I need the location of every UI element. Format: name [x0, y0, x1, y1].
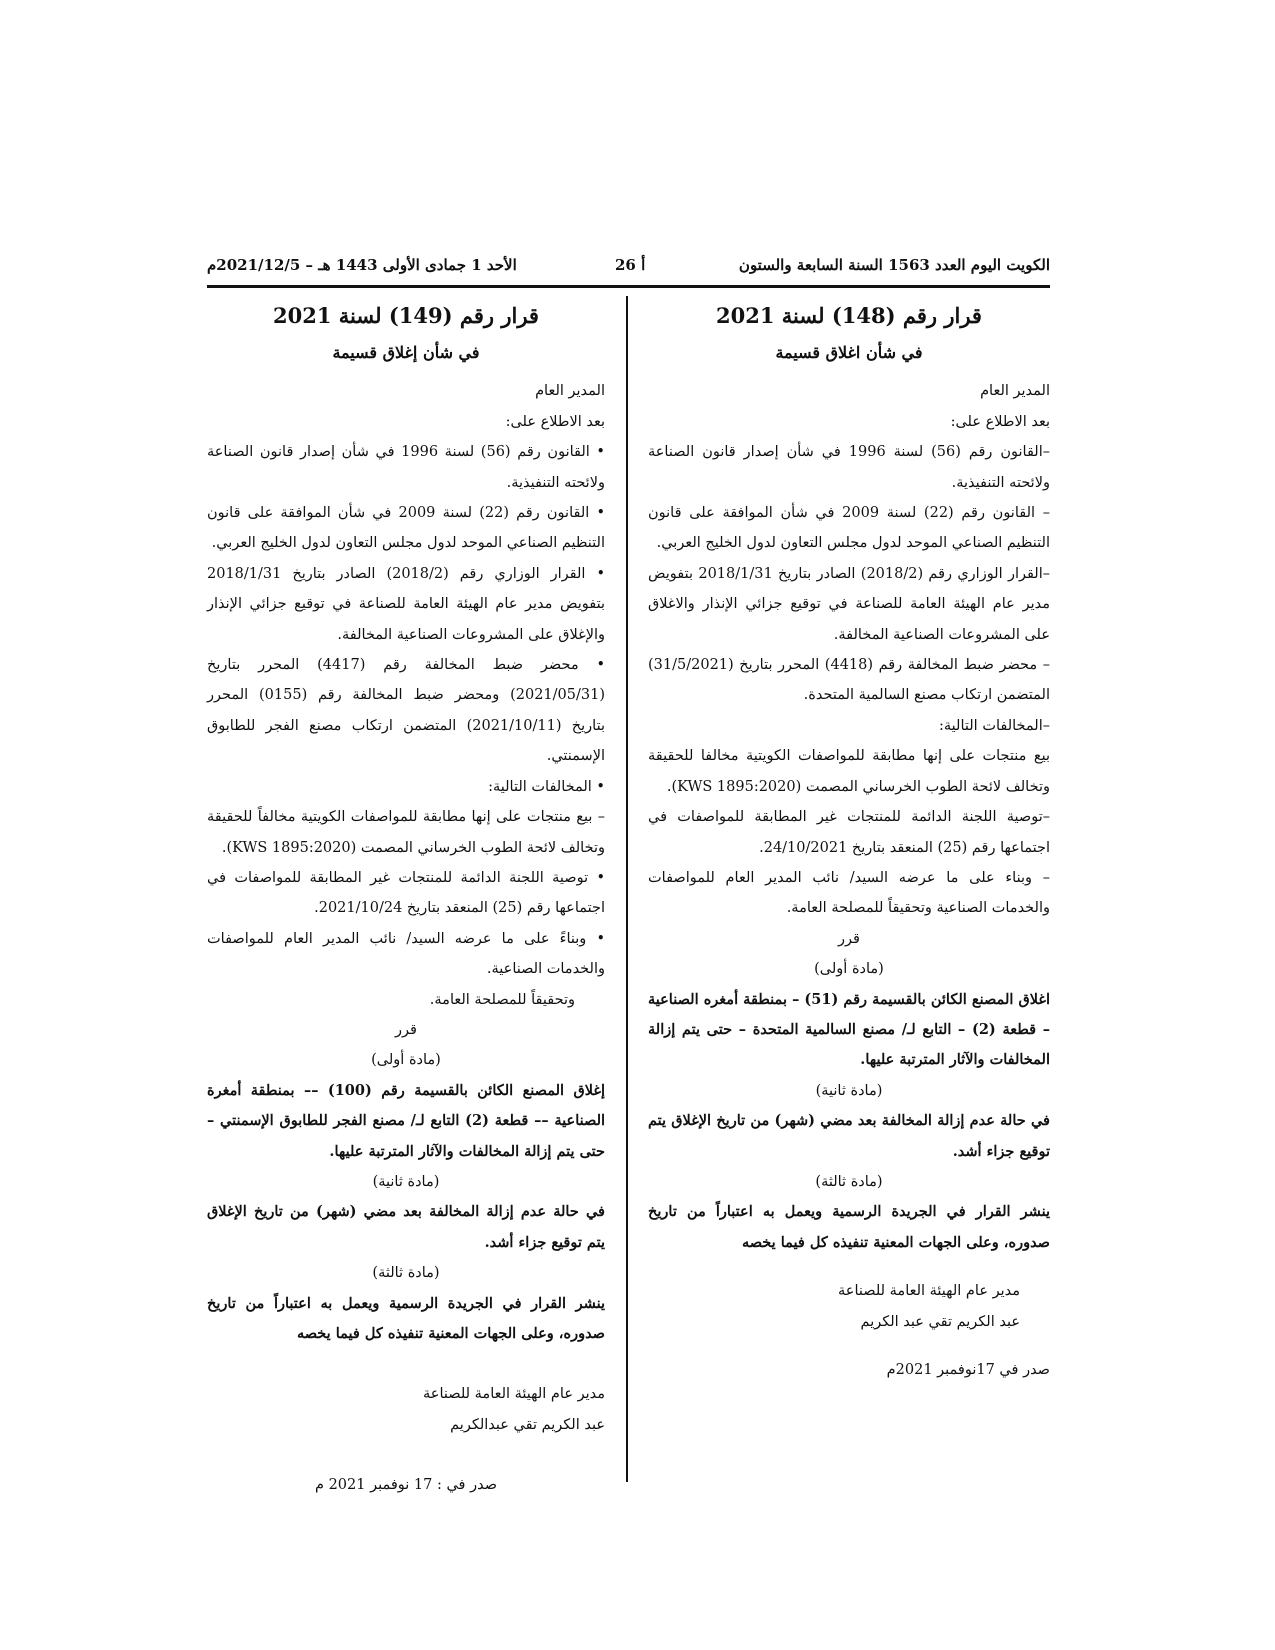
- article-1-text: إغلاق المصنع الكائن بالقسيمة رقم (100) –– بمنطقة أمغرة الصناعية –– قطعة (2) التابع لـ/ مصنع الفجر للطابوق الإسمنتي – حتى يتم إزالة المخالفات والآثار المترتبة عليها.: [207, 1081, 606, 1160]
- body-line: – وبناء على ما عرضه السيد/ نائب المدير العام للمواصفات والخدمات الصناعية وتحقيقاً للمصلحة العامة.: [648, 869, 1050, 917]
- body-line: • المخالفات التالية:: [488, 778, 605, 795]
- body-line: • توصية اللجنة الدائمة للمنتجات غير المطابقة للمواصفات في اجتماعها رقم (25) المنعقد بتاريخ 2021/10/24.: [207, 869, 605, 917]
- decision-title: قرار رقم (149) لسنة 2021: [273, 303, 539, 328]
- article-2-label: (مادة ثانية): [372, 1173, 440, 1190]
- body-line: بعد الاطلاع على:: [505, 413, 605, 430]
- body-line: المدير العام: [535, 383, 605, 400]
- body-line: – بيع منتجات على إنها مطابقة للمواصفات الكويتية مخالفاً للحقيقة وتخالف لائحة الطوب الخرساني المصمت (KWS 1895:2020).: [207, 809, 605, 856]
- body-line: –المخالفات التالية:: [939, 717, 1050, 734]
- body-line: – محضر ضبط المخالفة رقم (4418) المحرر بتاريخ (31/5/2021) المتضمن ارتكاب مصنع السالمية المتحدة.: [648, 657, 1050, 704]
- article-3-text: ينشر القرار في الجريدة الرسمية ويعمل به اعتباراً من تاريخ صدوره، وعلى الجهات المعنية تنفيذه كل فيما يخصه: [207, 1294, 605, 1342]
- article-3-label: (مادة ثالثة): [372, 1265, 440, 1282]
- header-date: الأحد 1 جمادى الأولى 1443 هـ – 2021/12/5م: [207, 256, 517, 274]
- article-2-text: في حالة عدم إزالة المخالفة بعد مضي (شهر) من تاريخ الإغلاق يتم توقيع جزاء أشد.: [207, 1203, 605, 1251]
- body-line: • القرار الوزاري رقم (2018/2) الصادر بتاريخ 2018/1/31 بتفويض مدير عام الهيئة العامة للصناعة في توقيع جزائي الإنذار والإغلاق على المشروعات الصناعية المخالفة.: [207, 565, 605, 643]
- body-line: –القرار الوزاري رقم (2018/2) الصادر بتاريخ 2018/1/31 بتفويض مدير عام الهيئة العامة للصناعة في توقيع جزائي الإنذار والاغلاق على المشروعات الصناعية المخالفة.: [648, 565, 1051, 643]
- body-line: –القانون رقم (56) لسنة 1996 في شأن إصدار قانون الصناعة ولائحته التنفيذية.: [648, 444, 1050, 491]
- column-divider: [626, 296, 628, 1482]
- body-line: – القانون رقم (22) لسنة 2009 في شأن الموافقة على قانون التنظيم الصناعي الموحد لدول مجلس التعاون لدول الخليج العربي.: [648, 505, 1050, 552]
- body-line: بعد الاطلاع على:: [950, 413, 1050, 430]
- article-3-label: (مادة ثالثة): [815, 1173, 883, 1190]
- body-line: • القانون رقم (56) لسنة 1996 في شأن إصدار قانون الصناعة ولائحته التنفيذية.: [207, 444, 605, 491]
- decision-149: [207, 300, 605, 1501]
- body-line: –توصية اللجنة الدائمة للمنتجات غير المطابقة للمواصفات في اجتماعها رقم (25) المنعقد بتاريخ 24/10/2021.: [648, 809, 1050, 856]
- article-1-label: (مادة أولى): [371, 1052, 441, 1069]
- signer-title: مدير عام الهيئة العامة للصناعة: [838, 1283, 1020, 1300]
- header-rule: [207, 285, 1050, 288]
- article-1-label: (مادة أولى): [814, 961, 884, 978]
- issued-date: صدر في 17نوفمبر 2021م: [886, 1362, 1050, 1378]
- page-header: [207, 250, 1050, 280]
- header-page-number: أ 26: [615, 256, 646, 274]
- body-line: • محضر ضبط المخالفة رقم (4417) المحرر بتاريخ (2021/05/31) ومحضر ضبط المخالفة رقم (0155) المحرر بتاريخ (2021/10/11) المتضمن ارتكاب مصنع الفجر للطابوق الإسمنتي.: [207, 657, 605, 765]
- header-publication: الكويت اليوم العدد 1563 السنة السابعة والستون: [738, 256, 1050, 274]
- body-line: • وبناءً على ما عرضه السيد/ نائب المدير العام للمواصفات والخدمات الصناعية.: [207, 930, 605, 978]
- decided-heading: قرر: [395, 1021, 417, 1038]
- body-line: • القانون رقم (22) لسنة 2009 في شأن الموافقة على قانون التنظيم الصناعي الموحد لدول مجلس التعاون لدول الخليج العربي.: [207, 505, 605, 552]
- body-line: بيع منتجات على إنها مطابقة للمواصفات الكويتية مخالفا للحقيقة وتخالف لائحة الطوب الخرساني المصمت (KWS 1895:2020).: [648, 748, 1050, 795]
- body-line: وتحقيقاً للمصلحة العامة.: [429, 991, 575, 1008]
- article-3-text: ينشر القرار في الجريدة الرسمية ويعمل به اعتباراً من تاريخ صدوره، وعلى الجهات المعنية تنفيذه كل فيما يخصه: [648, 1203, 1050, 1251]
- decision-subtitle: في شأن اغلاق قسيمة: [775, 343, 923, 362]
- article-1-text: اغلاق المصنع الكائن بالقسيمة رقم (51) – بمنطقة أمغره الصناعية – قطعة (2) – التابع لـ/ مصنع السالمية المتحدة – حتى يتم إزالة المخالفات والآثار المترتبة عليها.: [648, 990, 1050, 1069]
- issued-date: صدر في : 17 نوفمبر 2021 م: [314, 1477, 498, 1494]
- decision-148: [648, 300, 1050, 1385]
- decision-title: قرار رقم (148) لسنة 2021: [716, 303, 982, 328]
- signer-name: عبد الكريم تقي عبدالكريم: [450, 1416, 605, 1433]
- article-2-text: في حالة عدم إزالة المخالفة بعد مضي (شهر) من تاريخ الإغلاق يتم توقيع جزاء أشد.: [648, 1112, 1050, 1160]
- body-line: المدير العام: [980, 383, 1050, 400]
- signer-title: مدير عام الهيئة العامة للصناعة: [423, 1386, 605, 1403]
- decided-heading: قرر: [838, 930, 860, 947]
- article-2-label: (مادة ثانية): [815, 1082, 883, 1099]
- decision-subtitle: في شأن إغلاق قسيمة: [332, 343, 480, 362]
- signer-name: عبد الكريم تقي عبد الكريم: [860, 1313, 1020, 1330]
